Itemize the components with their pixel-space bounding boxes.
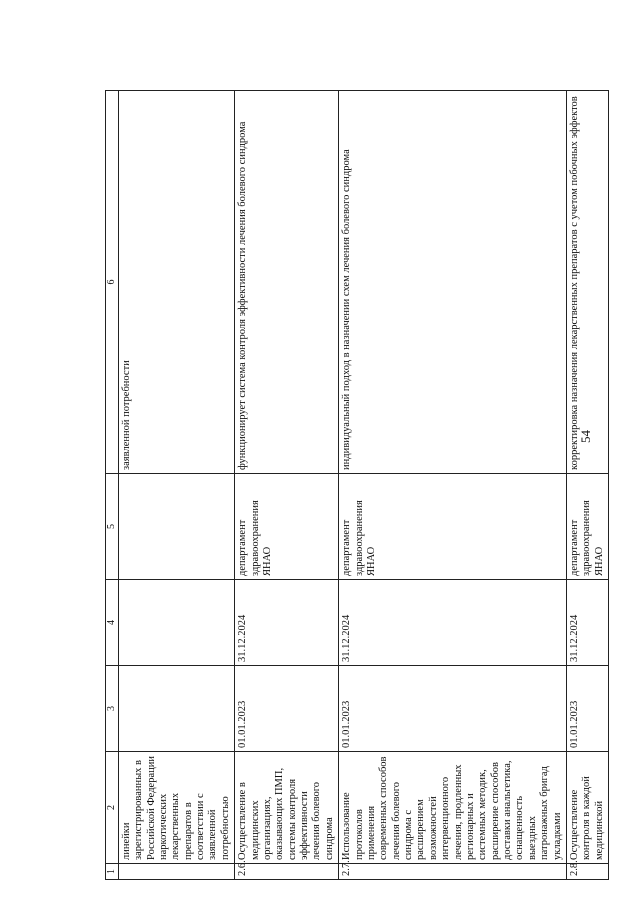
table-row (118, 91, 234, 880)
start-date (118, 666, 234, 752)
measures-table (105, 90, 609, 880)
start-date: 01.01.2023 (235, 666, 339, 752)
row-number: 2.7. (339, 864, 567, 880)
expected-result: заявленной потребности (118, 91, 234, 474)
table-row (339, 91, 567, 880)
expected-result: корректировка назначения лекарственных препаратов с учетом побочных эффектов (566, 91, 608, 474)
row-number: 2.6. (235, 864, 339, 880)
responsible (118, 474, 234, 580)
end-date: 31.12.2024 (339, 580, 567, 666)
header-col-3: 3 (106, 666, 119, 752)
measure-name: Осуществление в медицинских организациях, оказывающих ПМП, системы контроля эффективности лечения болевого синдрома (235, 752, 339, 864)
header-col-4: 4 (106, 580, 119, 666)
row-number (118, 864, 234, 880)
start-date: 01.01.2023 (339, 666, 567, 752)
header-col-2: 2 (106, 752, 119, 864)
end-date (118, 580, 234, 666)
header-col-5: 5 (106, 474, 119, 580)
measure-name: линейки зарегистрированных в Российской Федерации наркотических лекарственных препаратов в соответствии с заявленной потребностью (118, 752, 234, 864)
end-date: 31.12.2024 (566, 580, 608, 666)
expected-result: функционирует система контроля эффективности лечения болевого синдрома (235, 91, 339, 474)
row-number: 2.8. (566, 864, 608, 880)
table-row (566, 91, 608, 880)
header-col-6: 6 (106, 91, 119, 474)
header-col-1: 1 (106, 864, 119, 880)
header-row (106, 91, 119, 880)
start-date: 01.01.2023 (566, 666, 608, 752)
page-number: 54 (578, 430, 593, 443)
responsible: департамент здравоохранения ЯНАО (566, 474, 608, 580)
measure-name: Использование протоколов применения современных способов лечения болевого синдрома с расширением возможностей интервенционного лечения, продленных регионарных и системных методик, расширение способов доставки анальгетика, оснащенность выездных патронажных бригад укладками (339, 752, 567, 864)
responsible: департамент здравоохранения ЯНАО (235, 474, 339, 580)
expected-result: индивидуальный подход в назначении схем лечения болевого синдрома (339, 91, 567, 474)
end-date: 31.12.2024 (235, 580, 339, 666)
table-row (235, 91, 339, 880)
measure-name: Осуществление контроля в каждой медицинской (566, 752, 608, 864)
responsible: департамент здравоохранения ЯНАО (339, 474, 567, 580)
